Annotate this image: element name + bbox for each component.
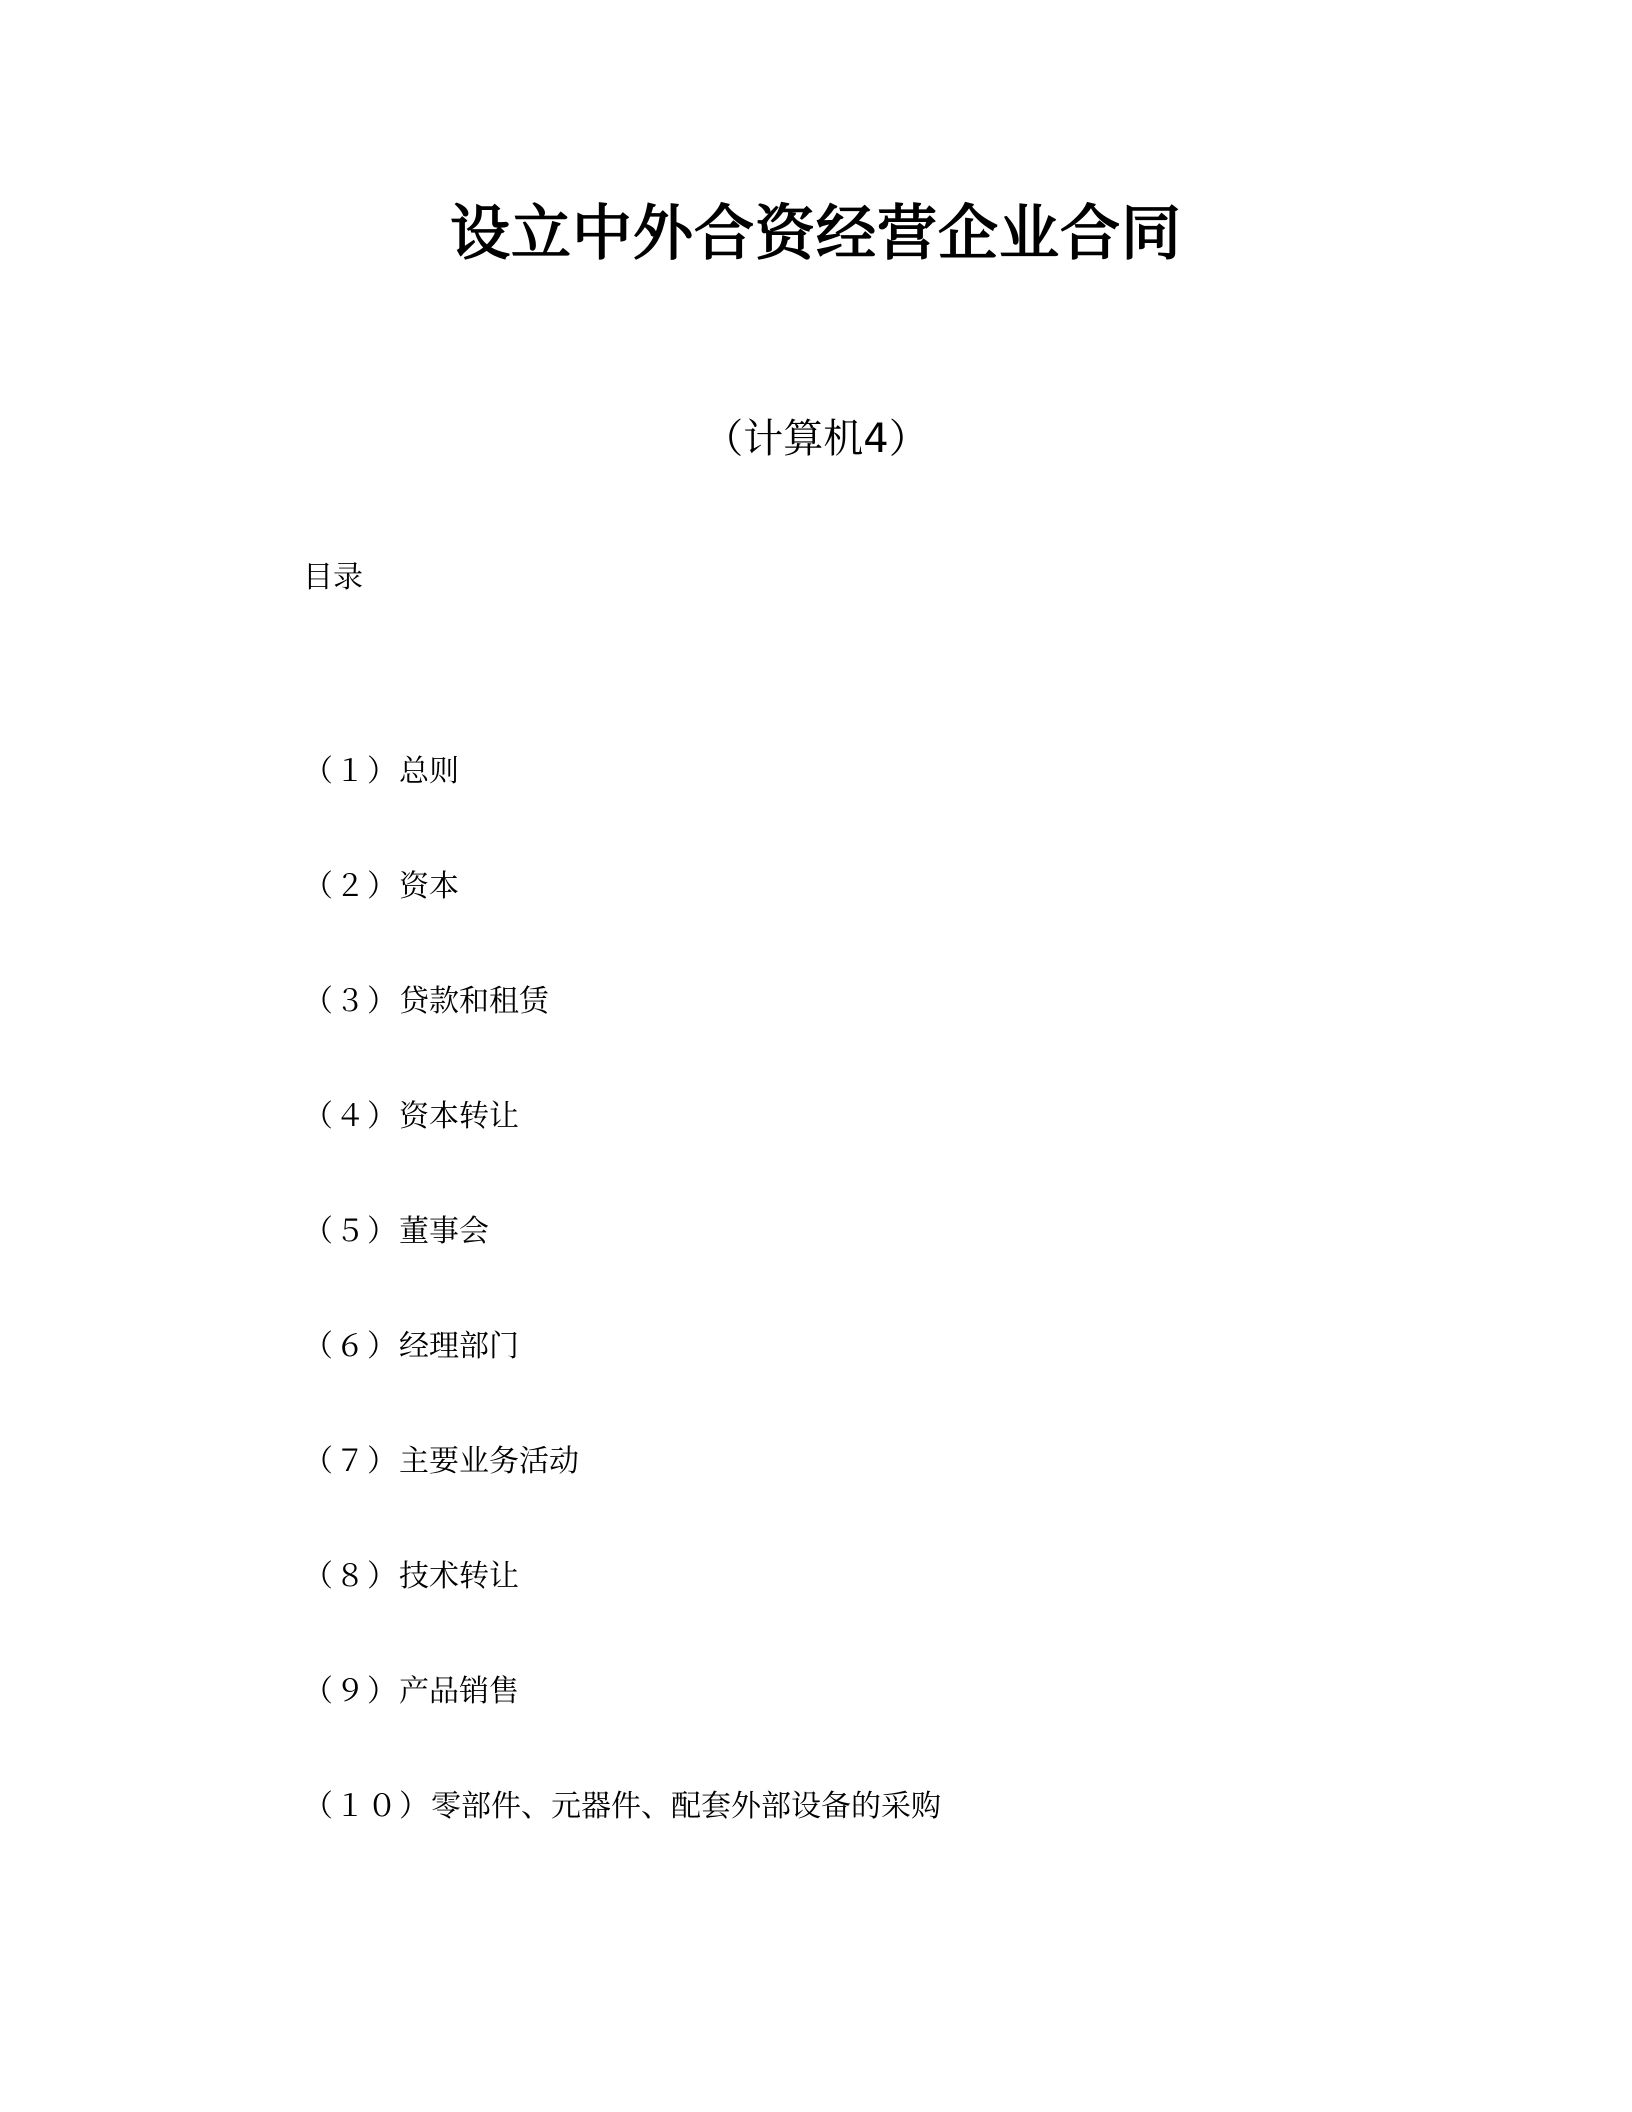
toc-item [303, 1442, 941, 1557]
toc-item-label: 经理部门 [399, 1329, 519, 1364]
toc-item [303, 1212, 941, 1327]
toc-item [303, 1097, 941, 1212]
toc-item-number: （７） [303, 1444, 399, 1479]
toc-item-number: （２） [303, 869, 399, 904]
toc-item-label: 贷款和租赁 [399, 984, 549, 1019]
toc-item-number: （１０） [303, 1789, 431, 1824]
toc-item [303, 1787, 941, 1902]
toc-item-number: （５） [303, 1214, 399, 1249]
toc-item-number: （３） [303, 984, 399, 1019]
toc-item-label: 资本转让 [399, 1099, 519, 1134]
toc-item [303, 1672, 941, 1787]
toc-item-number: （１） [303, 754, 399, 789]
toc-item-number: （４） [303, 1099, 399, 1134]
toc-heading: 目录 [303, 560, 363, 595]
document-title: 设立中外合资经营企业合同 [450, 199, 1182, 269]
toc-item-label: 董事会 [399, 1214, 489, 1249]
toc-item-number: （６） [303, 1329, 399, 1364]
toc-item [303, 982, 941, 1097]
toc-item [303, 1557, 941, 1672]
toc-item-label: 总则 [399, 754, 459, 789]
toc-item [303, 867, 941, 982]
toc-item-label: 主要业务活动 [399, 1444, 579, 1479]
toc-item-label: 技术转让 [399, 1559, 519, 1594]
toc-item-label: 资本 [399, 869, 459, 904]
toc-item-number: （８） [303, 1559, 399, 1594]
toc-item-number: （９） [303, 1674, 399, 1709]
table-of-contents [303, 752, 941, 1902]
toc-item-label: 零部件、元器件、配套外部设备的采购 [431, 1789, 941, 1824]
toc-item [303, 1327, 941, 1442]
document-subtitle: （计算机4） [703, 416, 929, 462]
toc-item [303, 752, 941, 867]
toc-item-label: 产品销售 [399, 1674, 519, 1709]
